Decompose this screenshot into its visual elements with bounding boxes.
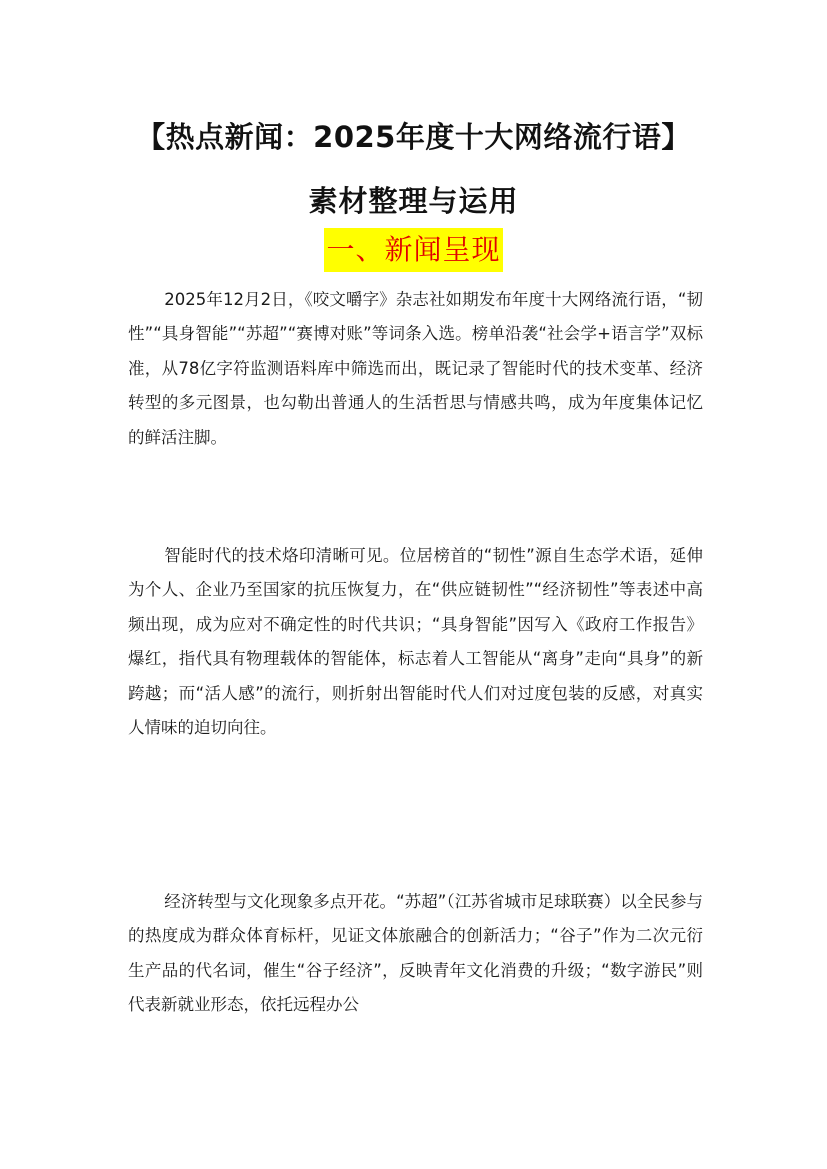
section-heading-news: 一、新闻呈现 bbox=[324, 228, 502, 272]
section-heading-container bbox=[0, 228, 827, 272]
paragraph-2: 智能时代的技术烙印清晰可见。位居榜首的“韧性”源自生态学术语，延伸为个人、企业乃至国家的抗压恢复力，在“供应链韧性”“经济韧性”等表述中高频出现，成为应对不确定性的时代共识；“具身智能”因写入《政府工作报告》爆红，指代具有物理载体的智能体，标志着人工智能从“离身”走向“具身”的新跨越；而“活人感”的流行，则折射出智能时代人们对过度包装的反感，对真实人情味的迫切向往。 bbox=[128, 546, 703, 738]
paragraph-1: 2025年12月2日，《咬文嚼字》杂志社如期发布年度十大网络流行语，“韧性”“具身智能”“苏超”“赛博对账”等词条入选。榜单沿袭“社会学+语言学”双标准，从78亿字符监测语料库中筛选而出，既记录了智能时代的技术变革、经济转型的多元图景，也勾勒出普通人的生活哲思与情感共鸣，成为年度集体记忆的鲜活注脚。 bbox=[128, 290, 703, 447]
document-title: 【热点新闻：2025年度十大网络流行语】 bbox=[136, 120, 691, 154]
paragraph-3: 经济转型与文化现象多点开花。“苏超”（江苏省城市足球联赛）以全民参与的热度成为群众体育标杆，见证文体旅融合的创新活力；“谷子”作为二次元衍生产品的代名词，催生“谷子经济”，反映青年文化消费的升级；“数字游民”则代表新就业形态，依托远程办公 bbox=[128, 892, 703, 1015]
document-subtitle: 素材整理与运用 bbox=[308, 184, 519, 218]
